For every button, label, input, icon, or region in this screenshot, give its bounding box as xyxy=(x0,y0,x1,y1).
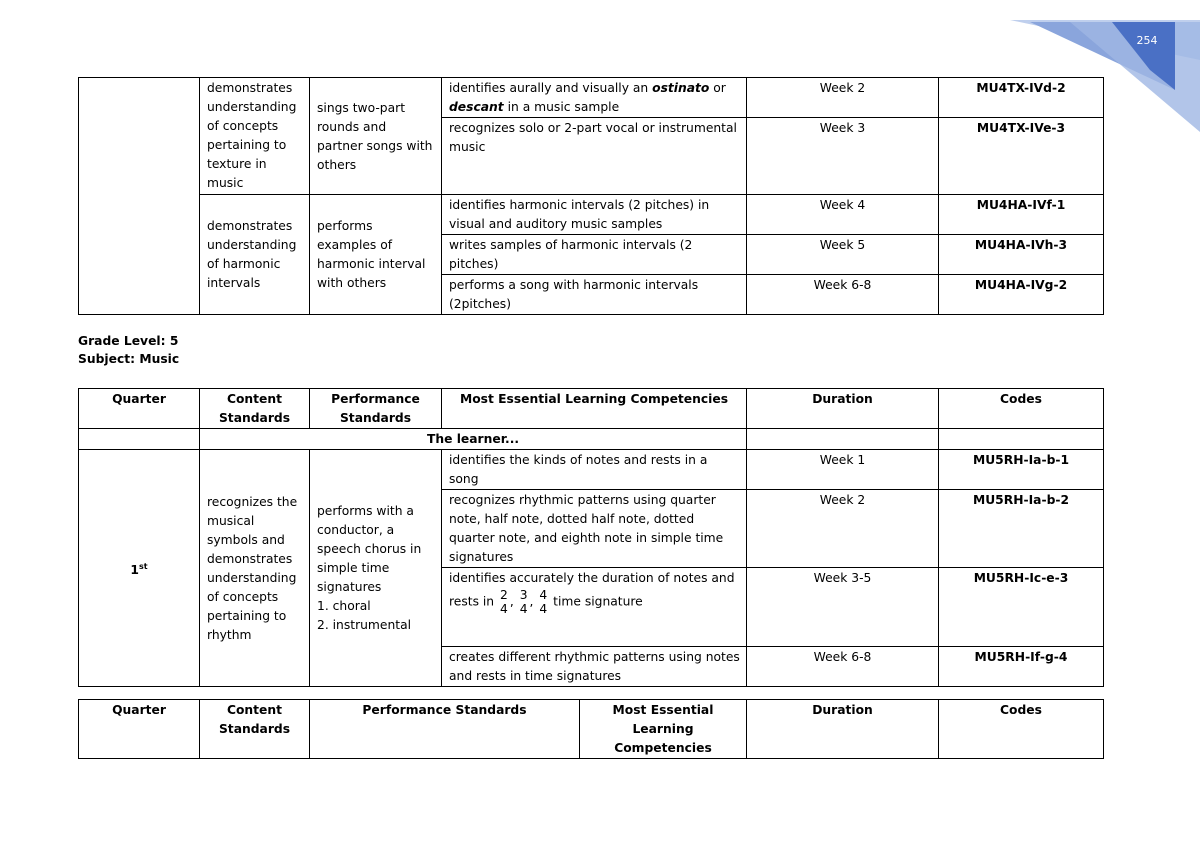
code-cell: MU4HA-IVf-1 xyxy=(939,195,1104,235)
time-signature-4-4: 4 4 xyxy=(539,588,548,616)
time-signature-3-4: 3 4 xyxy=(519,588,528,616)
code-cell: MU4HA-IVg-2 xyxy=(939,275,1104,315)
content-standard-rhythm: recognizes the musical symbols and demonstrates understanding of concepts pertaining to rhythm xyxy=(200,450,310,687)
header-performance-standards: Performance Standards xyxy=(310,700,580,759)
learner-row xyxy=(79,429,1104,450)
competency-cell: recognizes solo or 2-part vocal or instrumental music xyxy=(442,118,747,195)
competency-cell: performs a song with harmonic intervals (2pitches) xyxy=(442,275,747,315)
duration-cell: Week 6-8 xyxy=(747,275,939,315)
code-cell: MU5RH-Ia-b-1 xyxy=(939,450,1104,490)
table-grade4-continuation xyxy=(78,77,1104,315)
code-cell: MU4HA-IVh-3 xyxy=(939,235,1104,275)
header-duration: Duration xyxy=(747,700,939,759)
code-cell: MU4TX-IVe-3 xyxy=(939,118,1104,195)
learner-label: The learner... xyxy=(200,429,747,450)
grade-subject-heading xyxy=(78,332,179,368)
header-melc: Most Essential Learning Competencies xyxy=(442,389,747,429)
duration-cell: Week 5 xyxy=(747,235,939,275)
competency-cell: identifies the kinds of notes and rests in a song xyxy=(442,450,747,490)
grade-level: Grade Level: 5 xyxy=(78,334,179,348)
header-content-standards: Content Standards xyxy=(200,389,310,429)
header-row xyxy=(79,389,1104,429)
code-cell: MU5RH-If-g-4 xyxy=(939,647,1104,687)
competency-time-signature: identifies accurately the duration of notes and rests in 2 4 , 3 4 , 4 4 time signature xyxy=(442,568,747,647)
competency-cell: recognizes rhythmic patterns using quarter note, half note, dotted half note, dotted quarter note, and eighth note in simple time signatures xyxy=(442,490,747,568)
quarter-first: 1st xyxy=(79,450,200,687)
learner-blank xyxy=(79,429,200,450)
learner-blank xyxy=(939,429,1104,450)
learner-blank xyxy=(747,429,939,450)
header-row xyxy=(79,700,1104,759)
competency-cell: identifies harmonic intervals (2 pitches) in visual and auditory music samples xyxy=(442,195,747,235)
duration-cell: Week 3 xyxy=(747,118,939,195)
duration-cell: Week 1 xyxy=(747,450,939,490)
header-codes: Codes xyxy=(939,389,1104,429)
performance-standard-harmonic: performs examples of harmonic interval with others xyxy=(310,195,442,315)
header-performance-standards: Performance Standards xyxy=(310,389,442,429)
header-codes: Codes xyxy=(939,700,1104,759)
performance-standard-texture: sings two-part rounds and partner songs with others xyxy=(310,78,442,195)
page-number: 254 xyxy=(1136,34,1158,47)
duration-cell: Week 6-8 xyxy=(747,647,939,687)
header-content-standards: Content Standards xyxy=(200,700,310,759)
code-cell: MU4TX-IVd-2 xyxy=(939,78,1104,118)
table-row xyxy=(79,78,1104,118)
time-signature-2-4: 2 4 xyxy=(500,588,508,616)
competency-ostinato: identifies aurally and visually an ostinato or descant in a music sample xyxy=(442,78,747,118)
duration-cell: Week 4 xyxy=(747,195,939,235)
competency-cell: writes samples of harmonic intervals (2 pitches) xyxy=(442,235,747,275)
table-row xyxy=(79,450,1104,490)
header-quarter: Quarter xyxy=(79,700,200,759)
duration-cell: Week 2 xyxy=(747,490,939,568)
duration-cell: Week 3-5 xyxy=(747,568,939,647)
header-duration: Duration xyxy=(747,389,939,429)
quarter-cell xyxy=(79,78,200,315)
header-melc: Most Essential Learning Competencies xyxy=(580,700,747,759)
content-standard-texture: demonstrates understanding of concepts pertaining to texture in music xyxy=(200,78,310,195)
subject: Subject: Music xyxy=(78,352,180,366)
table-grade5-q1 xyxy=(78,388,1104,687)
table-row xyxy=(79,195,1104,235)
performance-standard-rhythm: performs with a conductor, a speech chorus in simple time signatures 1. choral 2. instrumental xyxy=(310,450,442,687)
code-cell: MU5RH-Ia-b-2 xyxy=(939,490,1104,568)
table-next-header xyxy=(78,699,1104,759)
competency-cell: creates different rhythmic patterns using notes and rests in time signatures xyxy=(442,647,747,687)
header-quarter: Quarter xyxy=(79,389,200,429)
code-cell: MU5RH-Ic-e-3 xyxy=(939,568,1104,647)
content-standard-harmonic: demonstrates understanding of harmonic intervals xyxy=(200,195,310,315)
duration-cell: Week 2 xyxy=(747,78,939,118)
